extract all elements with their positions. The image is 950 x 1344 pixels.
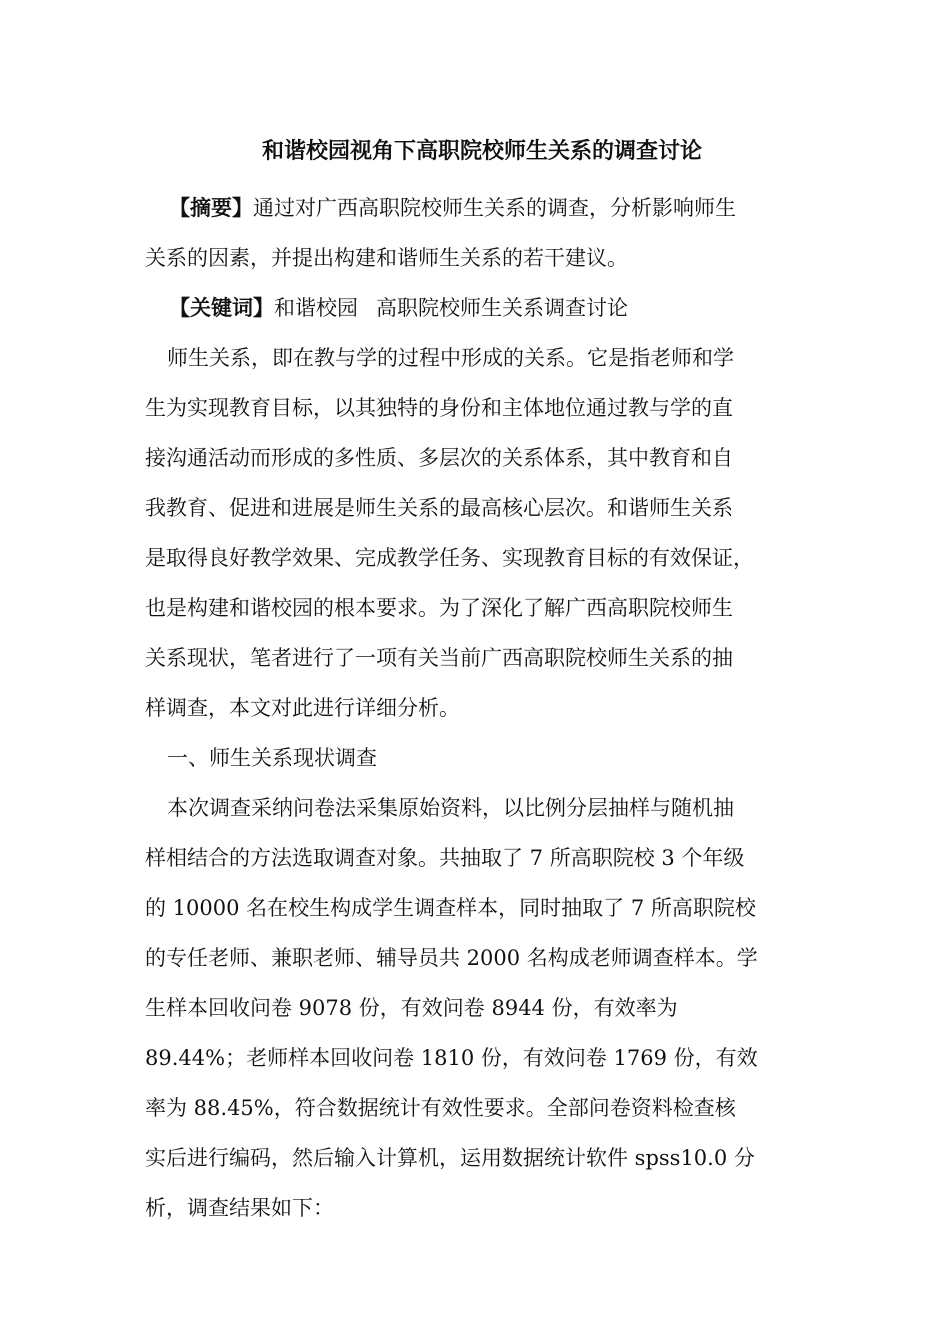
paragraph-line: 师生关系，即在教与学的过程中形成的关系。它是指老师和学 xyxy=(167,346,734,370)
paragraph-line: 接沟通活动而形成的多性质、多层次的关系体系，其中教育和自 xyxy=(145,446,733,470)
keywords-label: 【关键词】 xyxy=(169,295,274,320)
keywords-line xyxy=(145,283,795,333)
abstract-label: 【摘要】 xyxy=(169,195,253,220)
paragraph-line: 的专任老师、兼职老师、辅导员共 2000 名构成老师调查样本。学 xyxy=(145,946,758,970)
paragraph-line: 析，调查结果如下： xyxy=(145,1196,334,1220)
paragraph-line: 生样本回收问卷 9078 份，有效问卷 8944 份，有效率为 xyxy=(145,996,678,1020)
paragraph-line: 89.44%；老师样本回收问卷 1810 份，有效问卷 1769 份，有效 xyxy=(145,1046,758,1070)
abstract-line: 关系的因素，并提出构建和谐师生关系的若干建议。 xyxy=(145,246,628,270)
paragraph-line: 的 10000 名在校生构成学生调查样本，同时抽取了 7 所高职院校 xyxy=(145,896,756,920)
abstract-line xyxy=(145,183,795,233)
paragraph-line: 率为 88.45%，符合数据统计有效性要求。全部问卷资料检查核 xyxy=(145,1096,736,1120)
paragraph-line: 样相结合的方法选取调查对象。共抽取了 7 所高职院校 3 个年级 xyxy=(145,846,745,870)
document-body xyxy=(145,183,795,1233)
paragraph-line: 也是构建和谐校园的根本要求。为了深化了解广西高职院校师生 xyxy=(145,596,733,620)
paragraph-line: 实后进行编码，然后输入计算机，运用数据统计软件 spss10.0 分 xyxy=(145,1146,755,1170)
paragraph-line: 本次调查采纳问卷法采集原始资料，以比例分层抽样与随机抽 xyxy=(167,796,734,820)
keyword-item: 和谐校园 xyxy=(274,296,358,320)
section-heading: 一、师生关系现状调查 xyxy=(167,746,377,770)
keyword-item: 高职院校师生关系调查讨论 xyxy=(376,296,628,320)
abstract-text: 通过对广西高职院校师生关系的调查，分析影响师生 xyxy=(253,196,736,220)
paragraph-line: 关系现状，笔者进行了一项有关当前广西高职院校师生关系的抽 xyxy=(145,646,733,670)
paragraph-line: 样调查，本文对此进行详细分析。 xyxy=(145,696,460,720)
document-title: 和谐校园视角下高职院校师生关系的调查讨论 xyxy=(262,138,703,164)
paragraph-line: 是取得良好教学效果、完成教学任务、实现教育目标的有效保证， xyxy=(145,546,754,570)
paragraph-line: 我教育、促进和进展是师生关系的最高核心层次。和谐师生关系 xyxy=(145,496,733,520)
paragraph-line: 生为实现教育目标，以其独特的身份和主体地位通过教与学的直 xyxy=(145,396,733,420)
